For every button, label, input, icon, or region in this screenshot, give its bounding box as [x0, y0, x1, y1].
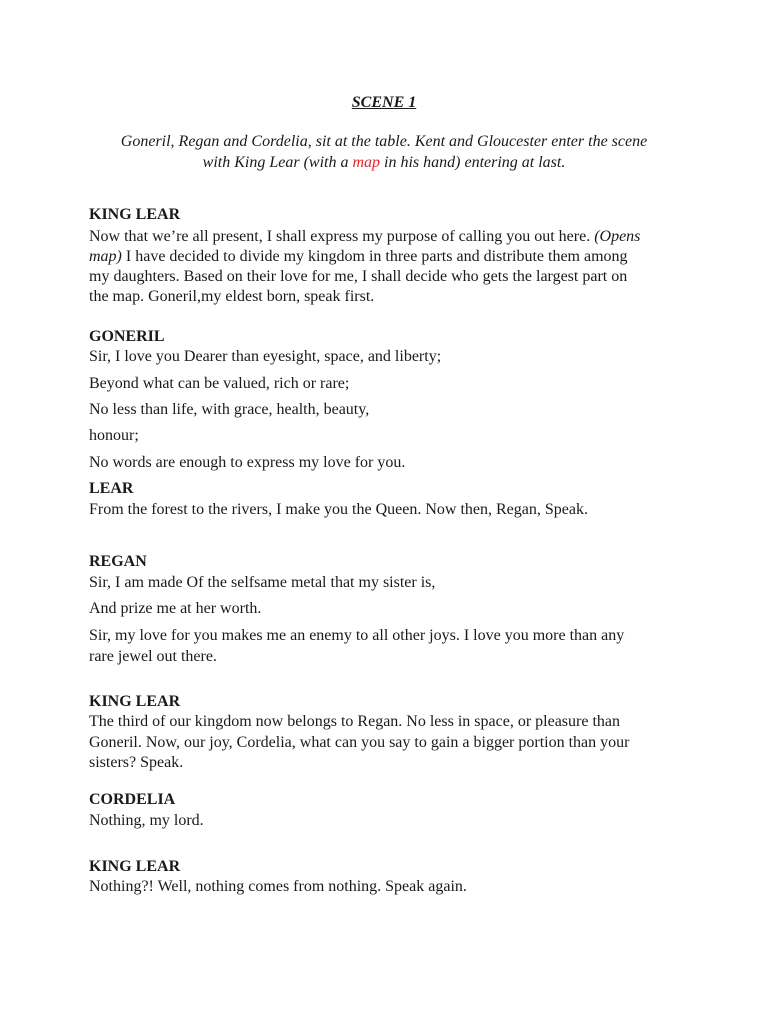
speech-text: I have decided to divide my kingdom in three parts and distribute them among	[121, 248, 628, 265]
highlighted-word-map: map	[352, 154, 381, 171]
stage-direction-line: Goneril, Regan and Cordelia, sit at the table. Kent and Gloucester enter the scene	[120, 133, 648, 150]
speaker-name: KING LEAR	[89, 206, 181, 223]
stage-direction-text: with King Lear (with a	[202, 154, 353, 171]
speaker-name: KING LEAR	[89, 858, 181, 875]
speech-line: Nothing?! Well, nothing comes from nothing. Speak again.	[89, 878, 467, 895]
speech-line: the map. Goneril,my eldest born, speak first.	[89, 288, 375, 305]
stage-note: (Opens	[594, 228, 641, 245]
speech-line: No less than life, with grace, health, beauty,	[89, 401, 370, 418]
scene-title: SCENE 1	[351, 94, 417, 111]
speech-line: Nothing, my lord.	[89, 812, 204, 829]
speech-line: honour;	[89, 427, 139, 444]
speech-line: my daughters. Based on their love for me, I shall decide who gets the largest part on	[89, 268, 628, 285]
speech-line	[89, 227, 640, 247]
stage-direction-line	[0, 153, 768, 173]
speech-line: The third of our kingdom now belongs to Regan. No less in space, or pleasure than	[89, 713, 620, 730]
speech-line: No words are enough to express my love for you.	[89, 454, 406, 471]
speech-line: From the forest to the rivers, I make you the Queen. Now then, Regan, Speak.	[89, 501, 588, 518]
speaker-name: CORDELIA	[89, 791, 176, 808]
speaker-name: KING LEAR	[89, 693, 181, 710]
speech-line: Sir, I love you Dearer than eyesight, space, and liberty;	[89, 348, 442, 365]
stage-direction-text: in his hand) entering at last.	[380, 154, 566, 171]
speech-line: Beyond what can be valued, rich or rare;	[89, 375, 350, 392]
speaker-name: LEAR	[89, 480, 134, 497]
speech-line: rare jewel out there.	[89, 648, 217, 665]
stage-note: map)	[89, 248, 122, 265]
speaker-name: REGAN	[89, 553, 147, 570]
speech-text: Now that we’re all present, I shall express my purpose of calling you out here.	[89, 228, 595, 245]
speech-line: sisters? Speak.	[89, 754, 184, 771]
speaker-name: GONERIL	[89, 328, 165, 345]
speech-line	[89, 247, 628, 267]
speech-line: Goneril. Now, our joy, Cordelia, what can you say to gain a bigger portion than your	[89, 734, 630, 751]
speech-line: And prize me at her worth.	[89, 600, 262, 617]
speech-line: Sir, I am made Of the selfsame metal that my sister is,	[89, 574, 436, 591]
speech-line: Sir, my love for you makes me an enemy to all other joys. I love you more than any	[89, 627, 625, 644]
